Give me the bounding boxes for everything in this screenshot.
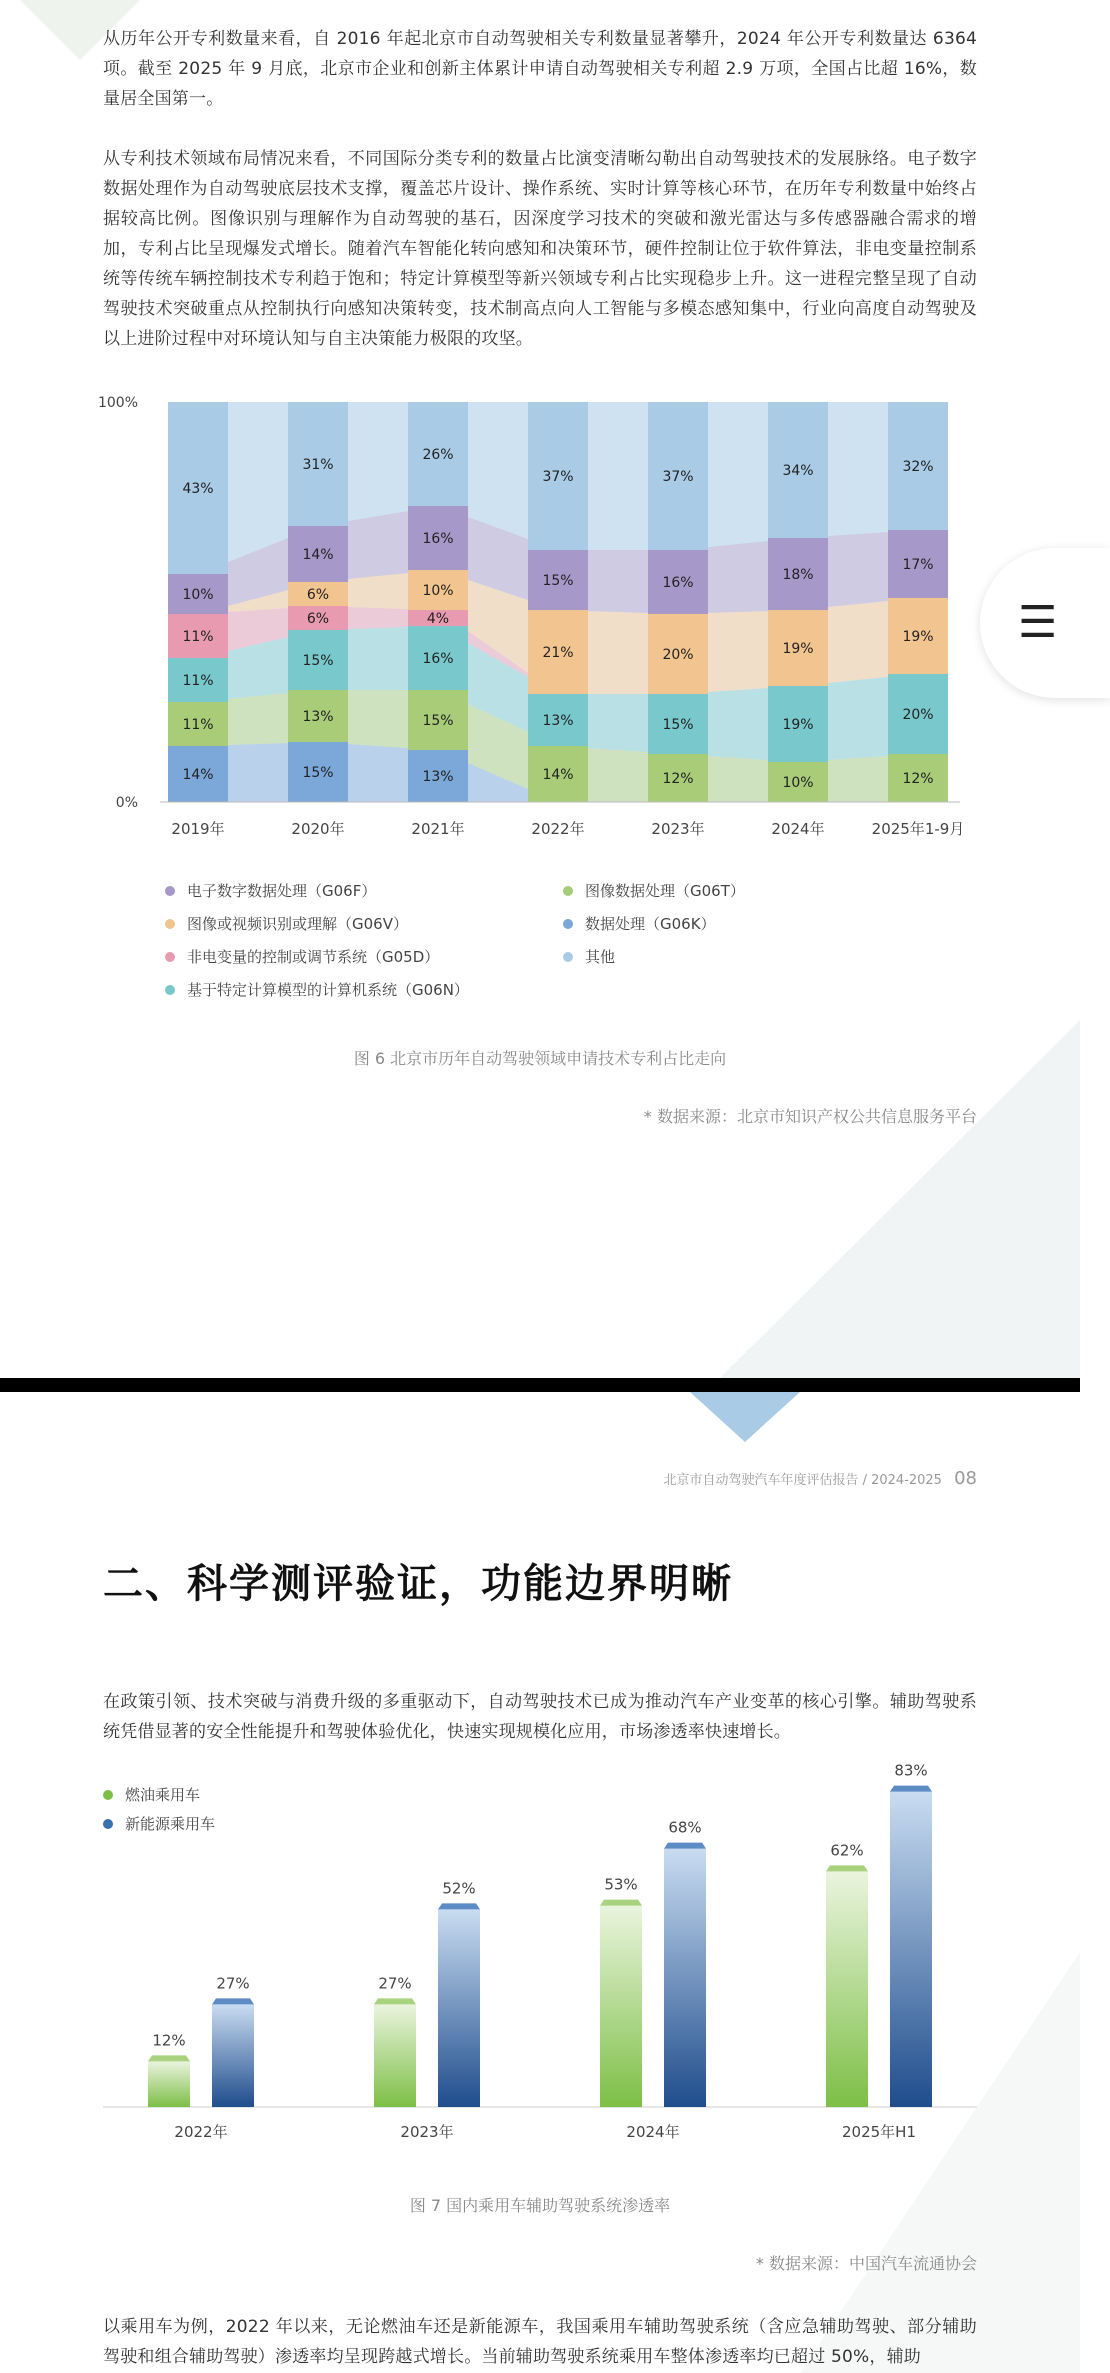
segment-value-label: 31%: [302, 457, 334, 473]
legend-label: 其他: [585, 948, 616, 966]
segment-value-label: 12%: [662, 771, 694, 787]
segment-value-label: 18%: [782, 567, 814, 583]
bar-cap: [212, 1998, 254, 2004]
x-tick-label: 2025年H1: [842, 2123, 916, 2141]
legend-label: 新能源乘用车: [125, 1815, 216, 1833]
x-tick-label: 2024年: [771, 820, 825, 838]
legend-item: [563, 946, 615, 967]
adas-penetration-bar-chart: [0, 1761, 1080, 2164]
bar-value-label: 83%: [894, 1761, 928, 1780]
segment-value-label: 11%: [182, 717, 214, 733]
bar-cap: [826, 1865, 868, 1871]
x-tick-label: 2020年: [291, 820, 345, 838]
segment-value-label: 13%: [422, 769, 454, 785]
segment-value-label: 11%: [182, 673, 214, 689]
x-tick-label: 2023年: [651, 820, 705, 838]
page-divider: [0, 1378, 1080, 1392]
bar-cap: [890, 1786, 932, 1792]
y-tick-label: 0%: [115, 795, 138, 811]
legend-item: [165, 880, 376, 901]
legend-label: 图像数据处理（G06T）: [585, 882, 745, 900]
segment-value-label: 14%: [542, 767, 574, 783]
segment-value-label: 34%: [782, 463, 814, 479]
segment-value-label: 16%: [422, 651, 454, 667]
legend-label: 非电变量的控制或调节系统（G05D）: [187, 948, 440, 966]
segment-value-label: 43%: [182, 481, 214, 497]
segment-value-label: 16%: [662, 575, 694, 591]
legend-label: 基于特定计算模型的计算机系统（G06N）: [187, 981, 469, 999]
segment-value-label: 10%: [182, 587, 214, 603]
bar-cap: [148, 2055, 190, 2061]
x-tick-label: 2023年: [400, 2123, 454, 2141]
x-tick-label: 2019年: [171, 820, 225, 838]
bar: [600, 1906, 642, 2107]
legend-dot-icon: [563, 952, 573, 962]
segment-value-label: 20%: [902, 707, 934, 723]
legend-item: [563, 913, 716, 934]
segment-value-label: 37%: [542, 469, 574, 485]
bar: [826, 1871, 868, 2107]
segment-value-label: 6%: [306, 587, 330, 603]
bar: [374, 2004, 416, 2107]
segment-value-label: 20%: [662, 647, 694, 663]
legend-dot-icon: [563, 919, 573, 929]
segment-value-label: 10%: [422, 583, 454, 599]
bar: [148, 2061, 190, 2107]
legend-dot-icon: [165, 919, 175, 929]
segment-value-label: 15%: [302, 653, 334, 669]
x-tick-label: 2021年: [411, 820, 465, 838]
segment-value-label: 26%: [422, 447, 454, 463]
segment-value-label: 32%: [902, 459, 934, 475]
segment-value-label: 19%: [782, 717, 814, 733]
bar-value-label: 52%: [442, 1879, 476, 1898]
x-tick-label: 2024年: [626, 2123, 680, 2141]
passenger-car-paragraph: 以乘用车为例，2022 年以来，无论燃油车还是新能源车，我国乘用车辅助驾驶系统（含应急辅助驾驶、部分辅助驾驶和组合辅助驾驶）渗透率均呈现跨越式增长。当前辅助驾驶系统乘用车整体渗透率均已超过 50%，辅助: [103, 2317, 977, 2367]
legend-dot-icon: [563, 886, 573, 896]
legend-label: 电子数字数据处理（G06F）: [187, 882, 377, 900]
legend-item: [165, 913, 408, 934]
bar-value-label: 62%: [830, 1841, 864, 1860]
patent-share-area-chart: [0, 390, 1080, 850]
bar-value-label: 27%: [216, 1974, 250, 1993]
legend-label: 数据处理（G06K）: [585, 915, 716, 933]
y-tick-label: 100%: [97, 395, 138, 411]
segment-value-label: 6%: [306, 611, 330, 627]
segment-value-label: 4%: [426, 611, 450, 627]
segment-value-label: 12%: [902, 771, 934, 787]
bar-value-label: 68%: [668, 1818, 702, 1837]
segment-value-label: 15%: [422, 713, 454, 729]
figure-7-source: * 数据来源：中国汽车流通协会: [755, 2254, 977, 2273]
legend-item: [165, 946, 439, 967]
segment-value-label: 10%: [782, 775, 814, 791]
segment-value-label: 19%: [902, 629, 934, 645]
section-title: 二、科学测评验证，功能边界明晰: [103, 1561, 733, 1607]
bar-value-label: 12%: [152, 2031, 186, 2050]
bar-cap: [374, 1998, 416, 2004]
segment-value-label: 11%: [182, 629, 214, 645]
segment-value-label: 13%: [542, 713, 574, 729]
bar-cap: [600, 1900, 642, 1906]
x-tick-label: 2022年: [174, 2123, 228, 2141]
segment-value-label: 14%: [182, 767, 214, 783]
tech-field-paragraph: 从专利技术领域布局情况来看，不同国际分类专利的数量占比演变清晰勾勒出自动驾驶技术的发展脉络。电子数字数据处理作为自动驾驶底层技术支撑，覆盖芯片设计、操作系统、实时计算等核心环节，在历年专利数量中始终占据较高比例。图像识别与理解作为自动驾驶的基石，因深度学习技术的突破和激光雷达与多传感器融合需求的增加，专利占比呈现爆发式增长。随着汽车智能化转向感知和决策环节，硬件控制让位于软件算法，非电变量控制系统等传统车辆控制技术专利趋于饱和；特定计算模型等新兴领域专利占比实现稳步上升。这一进程完整呈现了自动驾驶技术突破重点从控制执行向感知决策转变，技术制高点向人工智能与多模态感知集中，行业向高度自动驾驶及以上进阶过程中对环境认知与自主决策能力极限的攻坚。: [103, 149, 977, 349]
segment-value-label: 37%: [662, 469, 694, 485]
bar: [212, 2004, 254, 2107]
report-title: 北京市自动驾驶汽车年度评估报告 / 2024-2025: [663, 1473, 942, 1488]
report-page-2: [0, 1392, 1080, 2373]
legend-label: 图像或视频识别或理解（G06V）: [187, 915, 408, 933]
figure-7-caption: 图 7 国内乘用车辅助驾驶系统渗透率: [409, 2196, 671, 2215]
segment-value-label: 19%: [782, 641, 814, 657]
legend-dot-icon: [165, 952, 175, 962]
bar-value-label: 27%: [378, 1974, 412, 1993]
figure-6-source: * 数据来源：北京市知识产权公共信息服务平台: [643, 1107, 977, 1126]
area-chart-legend: [0, 880, 1080, 1010]
penetration-intro-paragraph: 在政策引领、技术突破与消费升级的多重驱动下，自动驾驶技术已成为推动汽车产业变革的核心引擎。辅助驾驶系统凭借显著的安全性能提升和驾驶体验优化，快速实现规模化应用，市场渗透率快速增长。: [103, 1692, 977, 1742]
x-tick-label: 2022年: [531, 820, 585, 838]
legend-item: [563, 880, 745, 901]
segment-value-label: 14%: [302, 547, 334, 563]
legend-dot-icon: [165, 985, 175, 995]
segment-value-label: 15%: [302, 765, 334, 781]
page-number: 08: [954, 1468, 977, 1489]
legend-item: [165, 979, 469, 1000]
intro-paragraph: 从历年公开专利数量来看，自 2016 年起北京市自动驾驶相关专利数量显著攀升，2024 年公开专利数量达 6364 项。截至 2025 年 9 月底，北京市企业和创新主体累计申请自动驾驶相关专利超 2.9 万项，全国占比超 16%，数量居全国第一。: [103, 29, 977, 109]
segment-value-label: 16%: [422, 531, 454, 547]
segment-value-label: 13%: [302, 709, 334, 725]
bar-cap: [664, 1843, 706, 1849]
running-header: [663, 1468, 977, 1489]
segment-value-label: 17%: [902, 557, 934, 573]
segment-value-label: 15%: [542, 573, 574, 589]
legend-label: 燃油乘用车: [125, 1786, 201, 1804]
hamburger-menu-icon: ☰: [1018, 597, 1058, 648]
bar-cap: [438, 1903, 480, 1909]
legend-dot-icon: [165, 886, 175, 896]
bar: [890, 1792, 932, 2107]
x-tick-label: 2025年1-9月: [871, 820, 965, 838]
bar: [438, 1909, 480, 2107]
segment-value-label: 21%: [542, 645, 574, 661]
bar-value-label: 53%: [604, 1875, 638, 1894]
segment-value-label: 15%: [662, 717, 694, 733]
bar: [664, 1849, 706, 2107]
figure-6-caption: 图 6 北京市历年自动驾驶领域申请技术专利占比走向: [353, 1049, 727, 1068]
